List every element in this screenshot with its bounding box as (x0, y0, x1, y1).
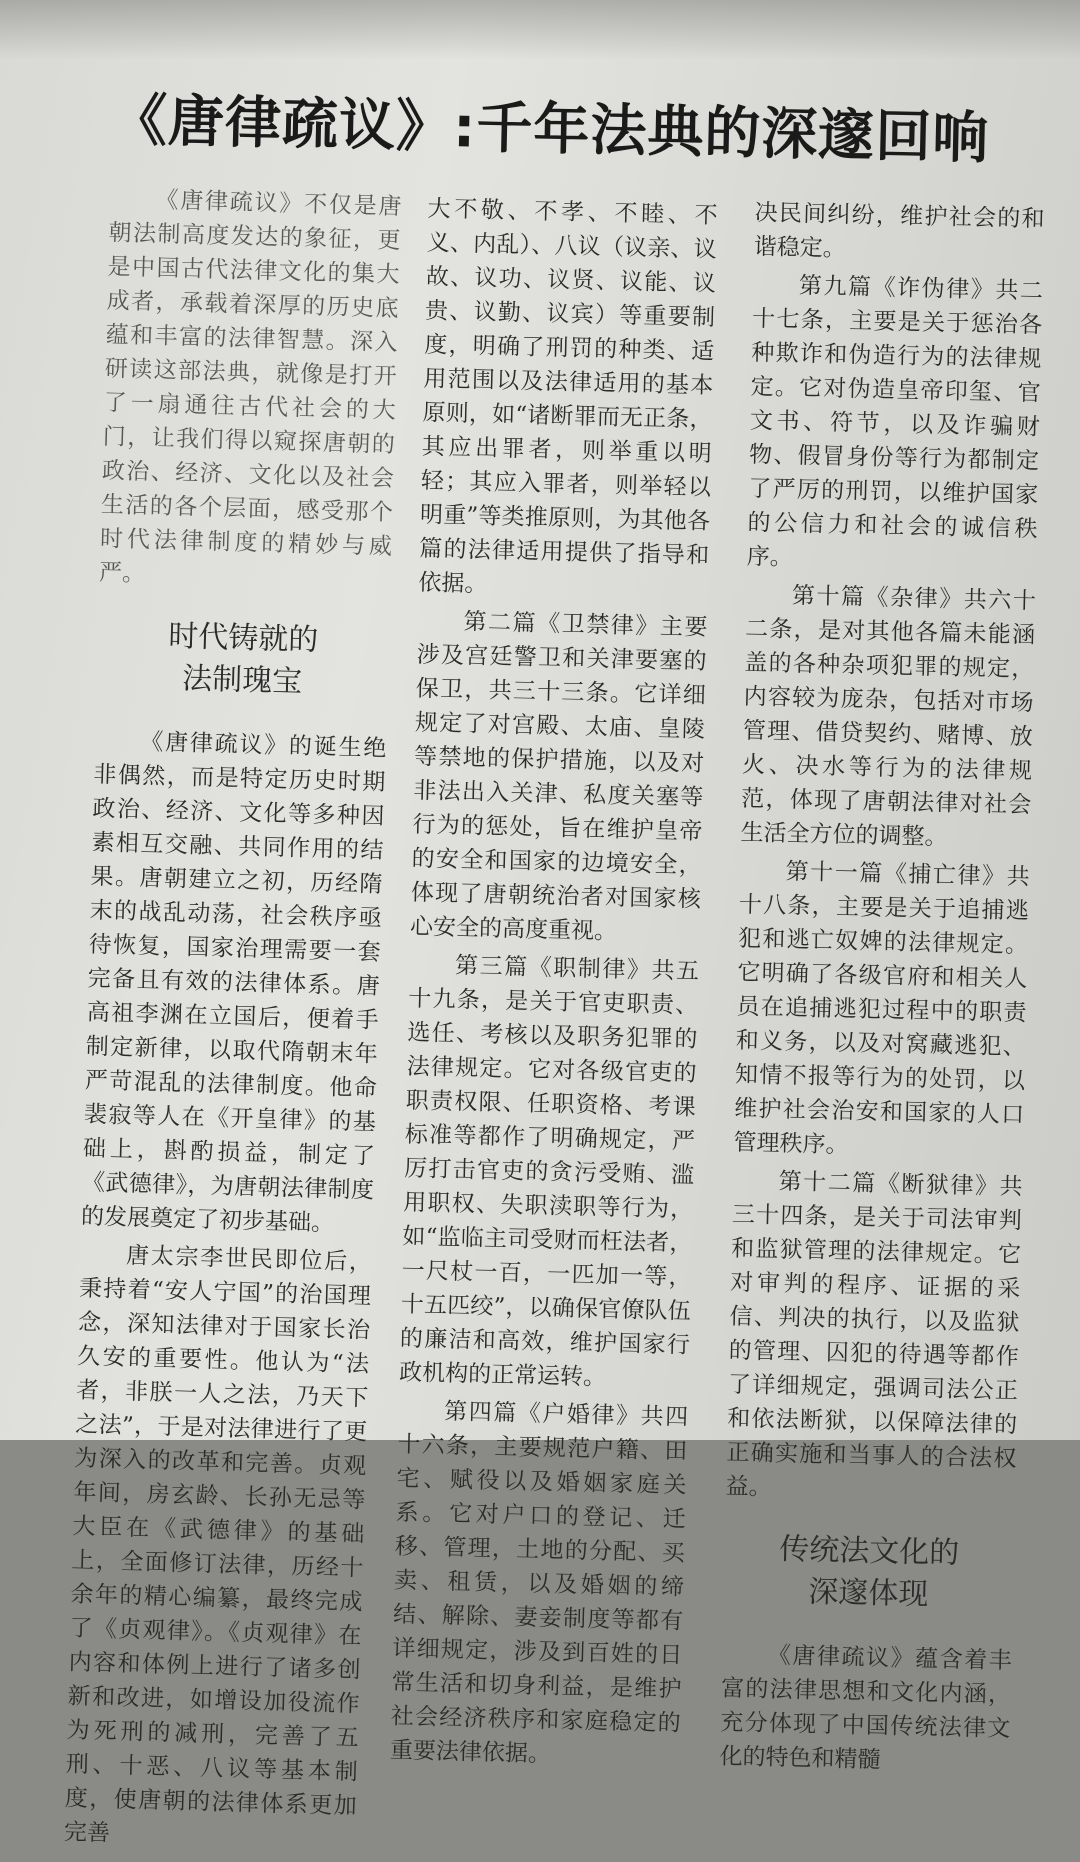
intro-paragraph: 《唐律疏议》不仅是唐朝法制高度发达的象征，更是中国古代法律文化的集大成者，承载着深厚的历史底蕴和丰富的法律智慧。深入研读这部法典，就像是打开了一扇通往古代社会的大门，让我们得以窥探唐朝的政治、经济、文化以及社会生活的各个层面，感受那个时代法律制度的精妙与威严。 (98, 187, 402, 588)
paragraph: 第二篇《卫禁律》主要涉及宫廷警卫和关津要塞的保卫，共三十三条。它详细规定了对宫殿、太庙、皇陵等禁地的保护措施，以及对非法出入关津、私度关塞等行为的惩处，旨在维护皇帝的安全和国家的边境安全，体现了唐朝统治者对国家核心安全的高度重视。 (409, 608, 708, 945)
paragraph: 第四篇《户婚律》共四十六条，主要规范户籍、田宅、赋役以及婚姻家庭关系。它对户口的登记、迁移、管理，土地的分配、买卖、租赁，以及婚姻的缔结、解除、妻妾制度等都有详细规定，涉及到百姓的日常生活和切身利益，是维护社会经济秩序和家庭稳定的重要法律依据。 (389, 1398, 689, 1768)
paragraph: 《唐律疏议》蕴含着丰富的法律思想和文化内涵，充分体现了中国传统法律文化的特色和精髓 (719, 1642, 1013, 1774)
column-3 (719, 196, 1045, 1784)
section-heading-2-line1: 传统法文化的 (778, 1531, 960, 1571)
section-heading-2 (723, 1528, 1015, 1619)
paragraph: 第三篇《职制律》共五十九条，是关于官吏职责、选任、考核以及职务犯罪的法律规定。它对各级官吏的职责权限、任职资格、考课标准等都作了明确规定，严厉打击官吏的贪污受贿、滥用职权、失职渎职等行为，如“监临主司受财而枉法者，一尺杖一百，一匹加一等，十五匹绞”，以确保官僚队伍的廉洁和高效，维护国家行政机构的正常运转。 (398, 952, 700, 1391)
paragraph: 第十一篇《捕亡律》共十八条，主要是关于追捕逃犯和逃亡奴婢的法律规定。它明确了各级官府和相关人员在追捕逃犯过程中的职责和义务，以及对窝藏逃犯、知情不报等行为的处罚，以维护社会治安和国家的人口管理秩序。 (733, 858, 1030, 1159)
paragraph: 第十篇《杂律》共六十二条，是对其他各篇未能涵盖的各种杂项犯罪的规定，内容较为庞杂，包括对市场管理、借贷契约、赌博、放火、决水等行为的法律规范，体现了唐朝法律对社会生活全方位的调整。 (740, 582, 1037, 851)
section-heading-1-line2: 法制瑰宝 (181, 661, 303, 700)
top-shadow (0, 0, 1080, 60)
paragraph: 唐太宗李世民即位后，秉持着“安人宁国”的治国理念，深知法律对于国家长治久安的重要性。他认为“法者，非朕一人之法，乃天下之法”，于是对法律进行了更为深入的改革和完善。贞观年间，房玄龄、长孙无忌等大臣在《武德律》的基础上，全面修订法律，历经十余年的精心编纂，最终完成了《贞观律》。《贞观律》在内容和体例上进行了诸多创新和改进，如增设加役流作为死刑的减刑，完善了五刑、十恶、八议等基本制度，使唐朝的法律体系更加完善 (63, 1242, 373, 1847)
paragraph: 决民间纠纷，维护社会的和谐稳定。 (753, 199, 1045, 263)
paragraph: 大不敬、不孝、不睦、不义、内乱）、八议（议亲、议故、议功、议贤、议能、议贵、议勤、议宾）等重要制度，明确了刑罚的种类、适用范围以及法律适用的基本原则，如“诸断罪而无正条，其应出罪者，则举重以明轻；其应入罪者，则举轻以明重”等类推原则，为其他各篇的法律适用提供了指导和依据。 (418, 195, 718, 598)
paragraph: 第九篇《诈伪律》共二十七条，主要是关于惩治各种欺诈和伪造行为的法律规定。它对伪造皇帝印玺、官文书、符节，以及诈骗财物、假冒身份等行为都制定了严厉的刑罚，以维护国家的公信力和社会的诚信秩序。 (746, 273, 1044, 571)
section-heading-1-line1: 时代铸就的 (167, 618, 319, 658)
column-2 (389, 192, 718, 1779)
paragraph: 第十二篇《断狱律》共三十四条，是关于司法审判和监狱管理的法律规定。它对审判的程序、证据的采信、判决的执行，以及监狱的管理、囚犯的待遇等都作了详细规定，强调司法公正和依法断狱，以保障法律的正确实施和当事人的合法权益。 (725, 1168, 1023, 1501)
article-title: 《唐律疏议》:千年法典的深邃回响 (110, 87, 990, 172)
section-heading-1 (96, 614, 390, 706)
paragraph: 《唐律疏议》的诞生绝非偶然，而是特定历史时期政治、经济、文化等多种因素相互交融、共同作用的结果。唐朝建立之初，历经隋末的战乱动荡，社会秩序亟待恢复，国家治理需要一套完备且有效的法律体系。唐高祖李渊在立国后，便着手制定新律，以取代隋朝末年严苛混乱的法律制度。他命裴寂等人在《开皇律》的基础上，斟酌损益，制定了《武德律》，为唐朝法律制度的发展奠定了初步基础。 (80, 729, 387, 1237)
section-heading-2-line2: 深邃体现 (807, 1574, 929, 1613)
column-1 (63, 182, 402, 1862)
